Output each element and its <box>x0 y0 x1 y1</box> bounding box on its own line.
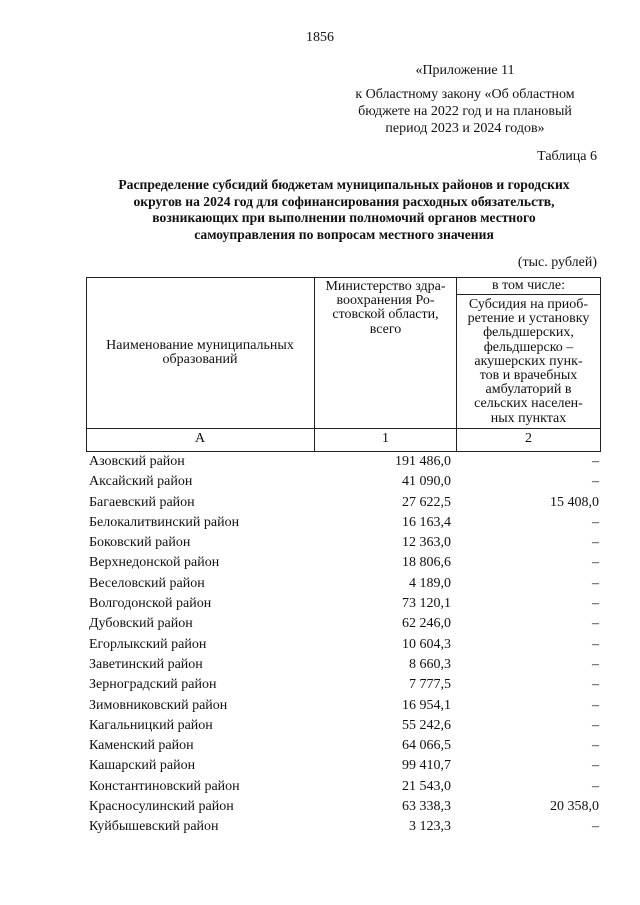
header-col-total-line-3: стовской области, <box>332 307 439 323</box>
row-name: Зерноградский район <box>89 677 217 693</box>
row-name: Боковский район <box>89 535 191 551</box>
row-subsidy: – <box>592 535 599 551</box>
row-subsidy: – <box>592 819 599 835</box>
table-label: Таблица 6 <box>537 149 597 164</box>
row-name: Зимовниковский район <box>89 697 228 713</box>
header-col-subsidy-line-4: фельдшерско – <box>483 339 574 355</box>
row-subsidy: – <box>592 738 599 754</box>
header-col-name-line-1: Наименование муниципальных <box>106 338 294 353</box>
row-total: 21 543,0 <box>402 778 451 794</box>
table-row <box>86 533 601 553</box>
row-total: 73 120,1 <box>402 596 451 612</box>
table-row <box>86 655 601 675</box>
row-name: Куйбышевский район <box>89 819 219 835</box>
title-line-3: возникающих при выполнении полномочий органов местного <box>152 210 536 225</box>
header-col-total-line-1: Министерство здра- <box>325 279 446 294</box>
table-row <box>86 777 601 797</box>
title-line-2: округов на 2024 год для софинансирования расходных обязательств, <box>133 193 555 209</box>
table-row <box>86 635 601 655</box>
row-total: 10 604,3 <box>402 636 451 652</box>
header-col-total-line-2: воохранения Ро- <box>336 293 435 309</box>
row-total: 3 123,3 <box>409 819 451 835</box>
header-num-1: 1 <box>382 431 389 446</box>
row-subsidy: – <box>592 758 599 774</box>
header-right-border <box>600 277 601 452</box>
header-col-subsidy-line-7: амбулаторий в <box>485 382 572 398</box>
row-name: Кагальницкий район <box>89 717 213 733</box>
row-name: Заветинский район <box>89 656 203 672</box>
row-subsidy: – <box>592 454 599 469</box>
row-total: 99 410,7 <box>402 758 451 774</box>
row-subsidy: – <box>592 677 599 693</box>
row-name: Кашарский район <box>89 758 196 774</box>
row-subsidy: 20 358,0 <box>550 799 599 815</box>
table-row <box>86 513 601 533</box>
row-total: 4 189,0 <box>409 575 451 591</box>
appendix-line-4: период 2023 и 2024 годов» <box>385 121 545 136</box>
appendix-line-1: «Приложение 11 <box>415 63 515 78</box>
document-title <box>88 177 600 243</box>
row-subsidy: – <box>592 656 599 672</box>
header-including-border <box>456 294 601 295</box>
table-row <box>86 574 601 594</box>
header-col-subsidy-line-1: Субсидия на приоб- <box>468 297 589 312</box>
header-col-subsidy-line-2: ретение и установку <box>467 311 590 327</box>
row-name: Азовский район <box>89 454 185 469</box>
table-row <box>86 817 601 837</box>
row-name: Аксайский район <box>89 474 193 490</box>
table-row <box>86 716 601 736</box>
row-name: Волгодонской район <box>89 596 212 612</box>
row-total: 7 777,5 <box>409 677 451 693</box>
appendix-line-3: бюджете на 2022 год и на плановый <box>358 104 572 119</box>
table-row <box>86 696 601 716</box>
table-body <box>86 452 601 838</box>
table-row <box>86 736 601 756</box>
header-col-total-line-4: всего <box>369 321 402 337</box>
table-row <box>86 614 601 634</box>
page-number: 1856 <box>306 30 334 45</box>
header-col-total <box>315 280 456 337</box>
row-name: Константиновский район <box>89 778 240 794</box>
row-total: 16 163,4 <box>402 514 451 530</box>
header-col-subsidy-line-5: акушерских пунк- <box>474 353 583 369</box>
appendix-note <box>330 62 600 137</box>
table-row <box>86 452 601 472</box>
header-col-subsidy <box>457 298 600 426</box>
row-subsidy: – <box>592 555 599 571</box>
table-row <box>86 594 601 614</box>
appendix-line-2: к Областному закону «Об областном <box>355 87 575 102</box>
row-total: 16 954,1 <box>402 697 451 713</box>
header-col-subsidy-line-6: тов и врачебных <box>479 368 578 384</box>
header-num-a: А <box>194 431 206 446</box>
row-total: 63 338,3 <box>402 799 451 815</box>
row-subsidy: – <box>592 616 599 632</box>
table-row <box>86 553 601 573</box>
row-total: 12 363,0 <box>402 535 451 551</box>
row-name: Веселовский район <box>89 575 205 591</box>
header-col-subsidy-line-8: сельских населен- <box>474 396 583 412</box>
header-col-name-line-2: образований <box>162 352 238 368</box>
row-total: 27 622,5 <box>402 494 451 510</box>
row-subsidy: – <box>592 636 599 652</box>
header-col-subsidy-line-9: ных пунктах <box>490 410 567 426</box>
header-col-subsidy-line-3: фельдшерских, <box>483 325 574 341</box>
table-row <box>86 797 601 817</box>
row-total: 64 066,5 <box>402 738 451 754</box>
row-name: Верхнедонской район <box>89 555 220 571</box>
header-num-2: 2 <box>525 431 532 446</box>
title-line-4: самоуправления по вопросам местного значения <box>194 226 494 242</box>
row-subsidy: – <box>592 717 599 733</box>
table-row <box>86 472 601 492</box>
row-name: Белокалитвинский район <box>89 514 240 530</box>
row-subsidy: – <box>592 474 599 490</box>
table-row <box>86 675 601 695</box>
row-total: 191 486,0 <box>395 454 451 469</box>
table-row <box>86 756 601 776</box>
row-total: 55 242,6 <box>402 717 451 733</box>
row-name: Красносулинский район <box>89 799 234 815</box>
header-col-name <box>86 339 314 367</box>
row-subsidy: – <box>592 778 599 794</box>
row-name: Каменский район <box>89 738 194 754</box>
units-label: (тыс. рублей) <box>517 255 597 270</box>
row-subsidy: 15 408,0 <box>550 494 599 510</box>
header-numbers-border <box>86 428 601 429</box>
row-total: 62 246,0 <box>402 616 451 632</box>
row-name: Дубовский район <box>89 616 193 632</box>
row-name: Багаевский район <box>89 494 195 510</box>
row-total: 8 660,3 <box>409 656 451 672</box>
row-name: Егорлыкский район <box>89 636 207 652</box>
row-total: 18 806,6 <box>402 555 451 571</box>
row-subsidy: – <box>592 596 599 612</box>
row-subsidy: – <box>592 697 599 713</box>
row-subsidy: – <box>592 575 599 591</box>
row-subsidy: – <box>592 514 599 530</box>
title-line-1: Распределение субсидий бюджетам муниципальных районов и городских <box>118 177 570 192</box>
header-including: в том числе: <box>492 278 565 293</box>
table-row <box>86 493 601 513</box>
table-header <box>86 277 601 452</box>
row-total: 41 090,0 <box>402 474 451 490</box>
